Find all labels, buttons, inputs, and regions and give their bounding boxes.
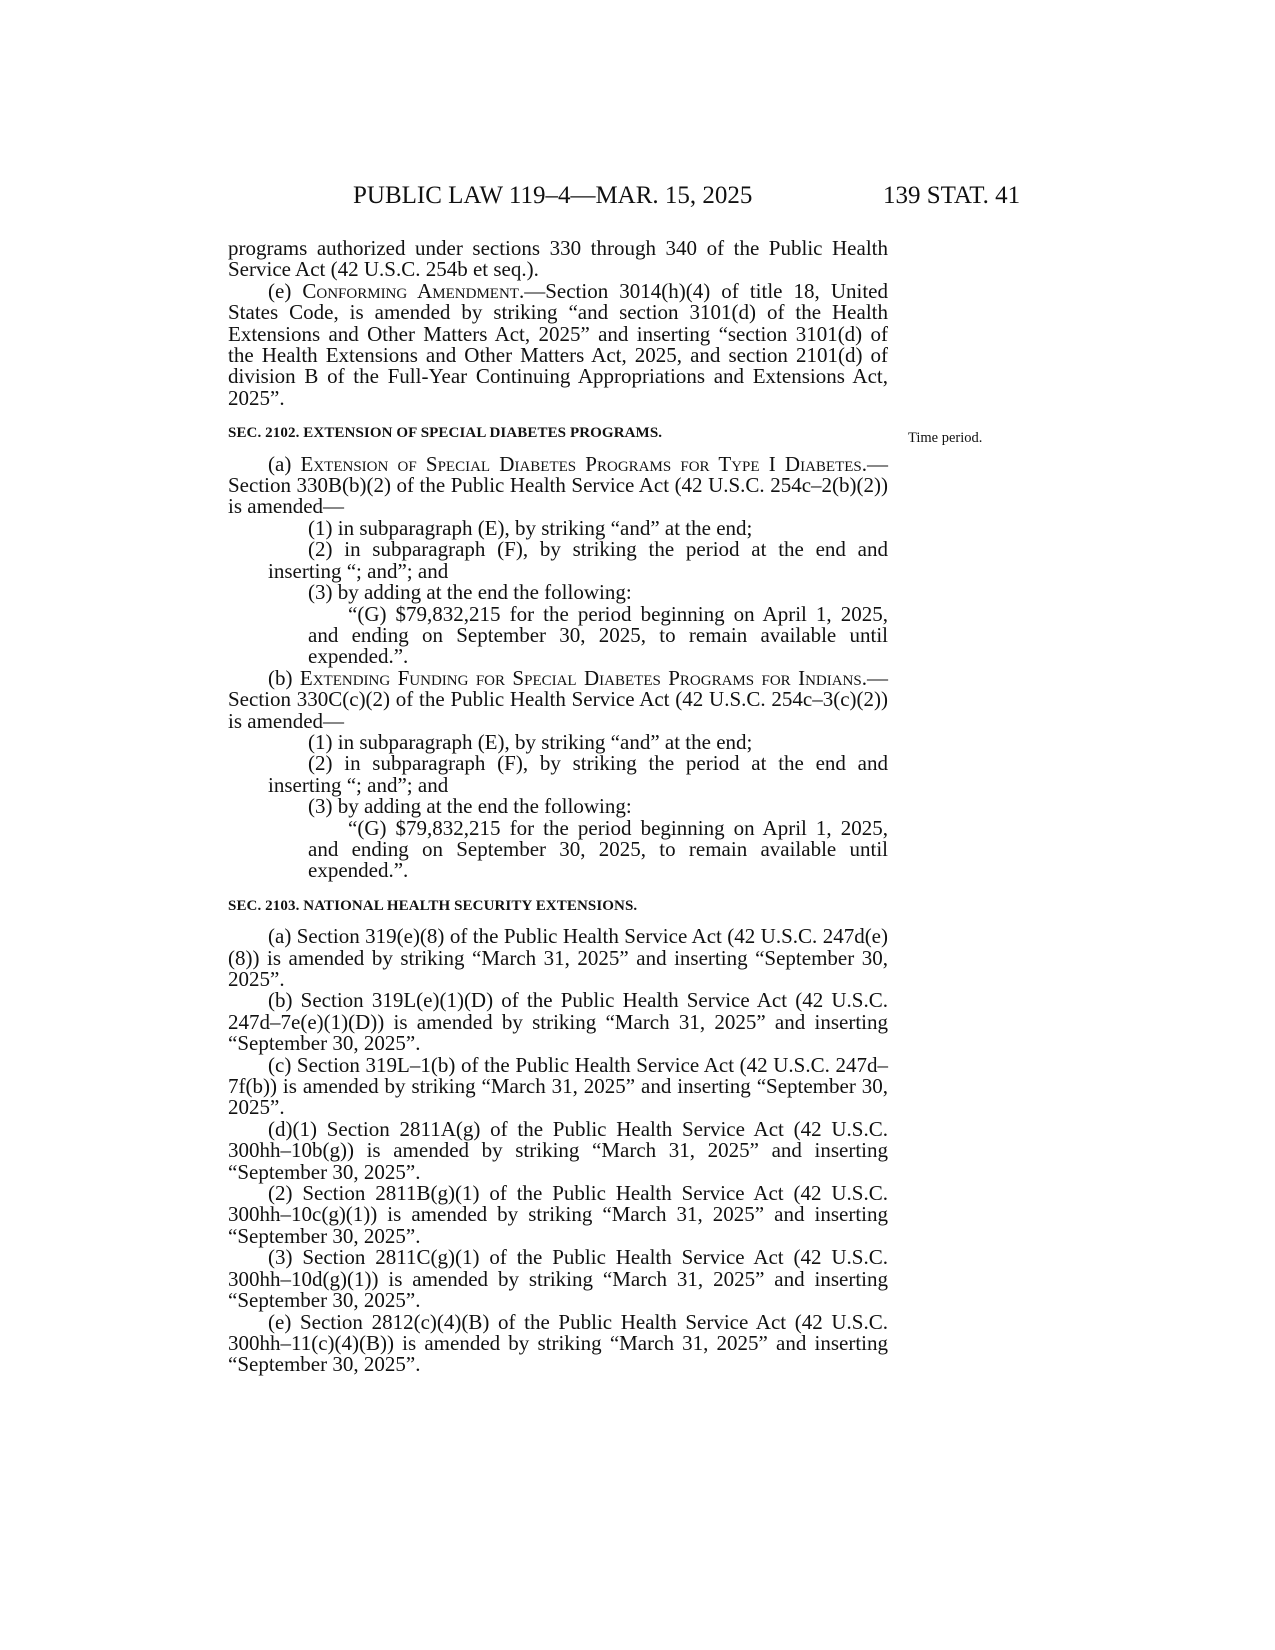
paragraph-2102-b-2: (2) in subparagraph (F), by striking the period at the end and inserting “; and”; and <box>268 751 888 797</box>
document-body <box>228 238 888 1376</box>
quoted-text-2102-b-G: “(G) $79,832,215 for the period beginning on April 1, 2025, and ending on September 30, 2025, to remain available until expended.”. <box>308 815 888 883</box>
paragraph-2102-a-3: (3) by adding at the end the following: <box>308 580 632 605</box>
paragraph-2102-a-1: (1) in subparagraph (E), by striking “and” at the end; <box>308 515 753 540</box>
paragraph-2103-b: (b) Section 319L(e)(1)(D) of the Public Health Service Act (42 U.S.C. 247d–7e(e)(1)(D)) is amended by striking “March 31, 2025” and inserting “September 30, 2025”. <box>228 988 888 1056</box>
paragraph-2103-d-2: (2) Section 2811B(g)(1) of the Public Health Service Act (42 U.S.C. 300hh–10c(g)(1)) is amended by striking “March 31, 2025” and inserting “September 30, 2025”. <box>228 1181 888 1248</box>
section-heading-2103: SEC. 2103. NATIONAL HEALTH SECURITY EXTENSIONS. <box>228 897 638 914</box>
margin-note: Time period. <box>908 430 983 446</box>
paragraph-2103-e: (e) Section 2812(c)(4)(B) of the Public Health Service Act (42 U.S.C. 300hh–11(c)(4)(B)) is amended by striking “March 31, 2025” and inserting “September 30, 2025”. <box>228 1309 888 1377</box>
subsection-heading: Extension of Special Diabetes Programs for Type I Diabetes <box>300 451 862 476</box>
paragraph-2102-a-2: (2) in subparagraph (F), by striking the period at the end and inserting “; and”; and <box>268 537 888 583</box>
page-title: PUBLIC LAW 119–4—MAR. 15, 2025 <box>353 182 753 209</box>
paragraph-e-conforming: (e) Conforming Amendment.—Section 3014(h)(4) of title 18, United States Code, is amended by striking “and section 3101(d) of the Health Extensions and Other Matters Act, 2025” and inserting “section 3101(d) of the Health Extensions and Other Matters Act, 2025, and section 2101(d) of division B of the Full-Year Continuing Appropriations and Extensions Act, 2025”. <box>228 278 888 410</box>
page-number: 139 STAT. 41 <box>883 182 1021 209</box>
paragraph-2103-a: (a) Section 319(e)(8) of the Public Health Service Act (42 U.S.C. 247d(e)(8)) is amended by striking “March 31, 2025” and inserting “September 30, 2025”. <box>228 924 888 991</box>
quoted-text-2102-a-G: “(G) $79,832,215 for the period beginning on April 1, 2025, and ending on September 30, 2025, to remain available until expended.”. <box>308 601 888 669</box>
page-header <box>0 178 1275 218</box>
paragraph-2102-b-3: (3) by adding at the end the following: <box>308 794 632 819</box>
paragraph-2103-d-1: (d)(1) Section 2811A(g) of the Public Health Service Act (42 U.S.C. 300hh–10b(g)) is amended by striking “March 31, 2025” and inserting “September 30, 2025”. <box>228 1116 888 1184</box>
section-heading-2102: SEC. 2102. EXTENSION OF SPECIAL DIABETES PROGRAMS. <box>228 425 663 442</box>
paragraph-continuation: programs authorized under sections 330 through 340 of the Public Health Service Act (42 U.S.C. 254b et seq.). <box>228 236 888 282</box>
paragraph-2103-c: (c) Section 319L–1(b) of the Public Health Service Act (42 U.S.C. 247d–7f(b)) is amended by striking “March 31, 2025” and inserting “September 30, 2025”. <box>228 1052 888 1120</box>
paragraph-2103-d-3: (3) Section 2811C(g)(1) of the Public Health Service Act (42 U.S.C. 300hh–10d(g)(1)) is amended by striking “March 31, 2025” and inserting “September 30, 2025”. <box>228 1245 888 1313</box>
paragraph-2102-b: (b) Extending Funding for Special Diabetes Programs for Indians.—Section 330C(c)(2) of the Public Health Service Act (42 U.S.C. 254c–3(c)(2)) is amended— <box>228 665 888 733</box>
paragraph-2102-a: (a) Extension of Special Diabetes Programs for Type I Diabetes.—Section 330B(b)(2) of the Public Health Service Act (42 U.S.C. 254c–2(b)(2)) is amended— <box>228 451 889 519</box>
subsection-heading: Conforming Amendment <box>302 278 519 303</box>
paragraph-2102-b-1: (1) in subparagraph (E), by striking “and” at the end; <box>308 729 753 754</box>
subsection-heading: Extending Funding for Special Diabetes Programs for Indians <box>299 665 862 690</box>
